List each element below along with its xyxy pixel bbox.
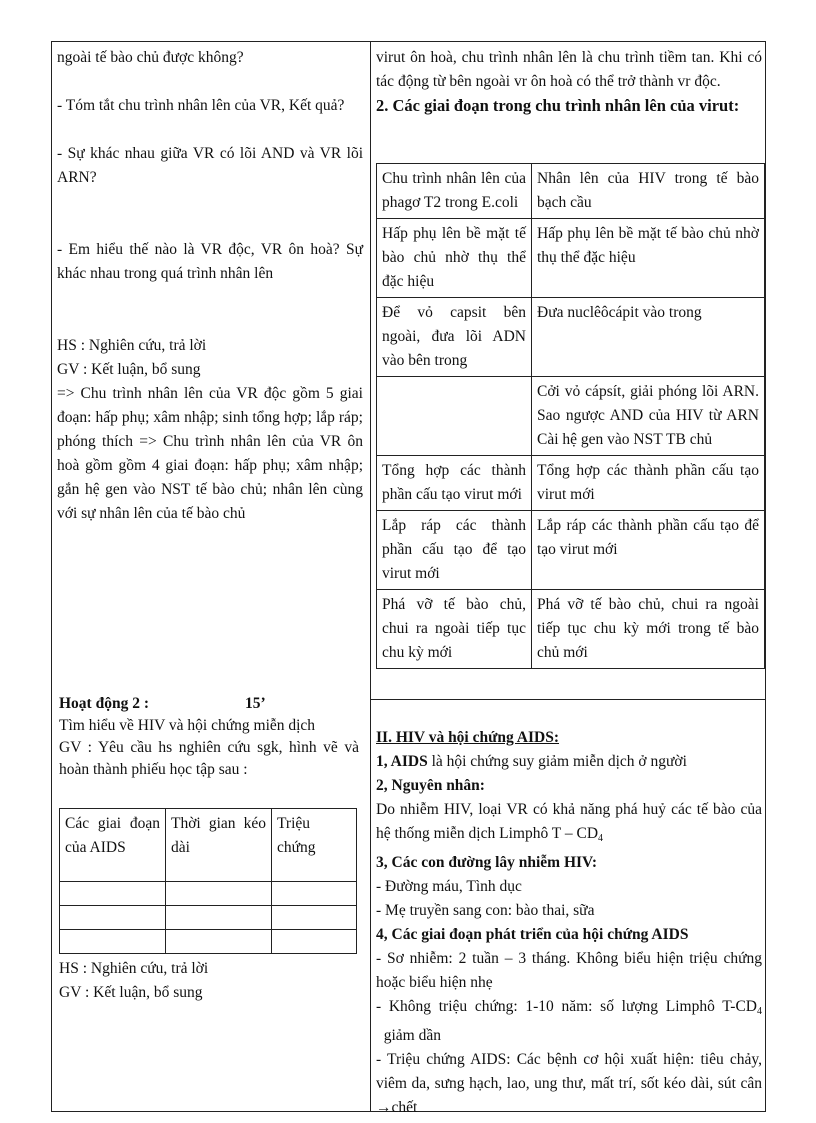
activity-title: Hoạt động 2 : 15’	[59, 695, 266, 712]
stage-asymptomatic: - Không triệu chứng: 1-10 năm: số lượng Limphô $T-CD_4$ giảm dần	[376, 998, 762, 1044]
activity-desc: Tìm hiểu về HIV và hội chứng miễn dịch	[59, 717, 316, 734]
aids-header-duration: Thời gian kéo dài	[166, 809, 272, 882]
activity-time: 15’	[245, 695, 266, 712]
section-ii-title: II. HIV và hội chứng AIDS:	[376, 729, 560, 746]
table-row	[377, 219, 765, 298]
stages-title: 4, Các giai đoạn phát triển của hội chứng AIDS	[376, 926, 689, 943]
activity-2-block	[59, 693, 359, 781]
transmission-a: - Đường máu, Tình dục	[376, 878, 522, 895]
section-ii	[376, 726, 762, 1120]
right-intro: virut ôn hoà, chu trình nhân lên là chu trình tiềm tan. Khi có tác động từ bên ngoài vr ôn hoà có thể trở thành vr độc.	[376, 49, 762, 90]
stage-cell: Cởi vỏ cápsít, giải phóng lõi ARN. Sao ngược AND của HIV từ ARN Cài hệ gen vào NST TB chủ	[532, 377, 765, 456]
question-1: ngoài tế bào chủ được không?	[57, 49, 244, 66]
table-row	[377, 511, 765, 590]
left-footer	[59, 957, 208, 1005]
aids-header-symptom: Triệu chứng	[272, 809, 357, 882]
question-2: - Tóm tắt chu trình nhân lên của VR, Kết quả?	[57, 97, 345, 114]
stage-cell: Hấp phụ lên bề mặt tế bào chủ nhờ thụ thể đặc hiệu	[532, 219, 765, 298]
stage-cell: Tổng hợp các thành phần cấu tạo virut mới	[377, 456, 532, 511]
stage-cell: Phá vỡ tế bào chủ, chui ra ngoài tiếp tục chu kỳ mới	[377, 590, 532, 669]
stage-cell: Để vỏ capsit bên ngoài, đưa lõi ADN vào bên trong	[377, 298, 532, 377]
stage-aids: - Triệu chứng AIDS: Các bệnh cơ hội xuất hiện: tiêu chảy, viêm da, sưng hạch, lao, ung thư, mất trí, sốt kéo dài, sút cân →chết	[376, 1051, 762, 1116]
table-row	[377, 456, 765, 511]
stage-cell: Đưa nuclêôcápit vào trong	[532, 298, 765, 377]
arrow-icon: →	[376, 1099, 392, 1116]
right-column	[376, 46, 762, 118]
stage-cell: Phá vỡ tế bào chủ, chui ra ngoài tiếp tục chu kỳ mới trong tế bào chủ mới	[532, 590, 765, 669]
question-3: - Sự khác nhau giữa VR có lõi AND và VR lõi ARN?	[57, 145, 363, 186]
hs-answer-2: HS : Nghiên cứu, trả lời	[59, 960, 209, 977]
stage-cell: Lắp ráp các thành phần cấu tạo để tạo virut mới	[532, 511, 765, 590]
gv-conclusion-2: GV : Kết luận, bổ sung	[59, 984, 203, 1001]
table-row	[377, 590, 765, 669]
gv-task: GV : Yêu cầu hs nghiên cứu sgk, hình vẽ và hoàn thành phiếu học tập sau :	[59, 739, 359, 778]
stage-cell: Nhân lên của HIV trong tế bào bạch cầu	[532, 164, 765, 219]
conclusion-text: => Chu trình nhân lên của VR độc gồm 5 giai đoạn: hấp phụ; xâm nhập; sinh tổng hợp; lắp ráp; phóng thích => Chu trình nhân lên của VR ôn hoà gồm gồm 4 giai đoạn: hấp phụ; xâm nhập; gắn hệ gen vào NST tế bào chủ; nhân lên cùng với sự nhân lên của tế bào chủ	[57, 385, 363, 522]
table-row	[377, 164, 765, 219]
stage-primary: - Sơ nhiễm: 2 tuần – 3 tháng. Không biểu hiện triệu chứng hoặc biểu hiện nhẹ	[376, 950, 762, 991]
table-row	[377, 377, 765, 456]
stage-cell	[377, 377, 532, 456]
stage-cell: Hấp phụ lên bề mặt tế bào chủ nhờ thụ thể đặc hiệu	[377, 219, 532, 298]
gv-conclusion-1: GV : Kết luận, bổ sung	[57, 361, 201, 378]
column-divider	[370, 41, 371, 1112]
section-2-title: 2. Các giai đoạn trong chu trình nhân lên của virut:	[376, 96, 740, 115]
table-row	[60, 906, 357, 930]
left-column	[57, 46, 363, 526]
stage-cell: Chu trình nhân lên của phagơ T2 trong E.coli	[377, 164, 532, 219]
aids-definition: 1, AIDS là hội chứng suy giảm miễn dịch ở người	[376, 753, 687, 770]
stage-cell: Lắp ráp các thành phần cấu tạo để tạo virut mới	[377, 511, 532, 590]
transmission-title: 3, Các con đường lây nhiễm HIV:	[376, 854, 597, 871]
right-section-separator	[370, 699, 766, 700]
stage-cell: Tổng hợp các thành phần cấu tạo virut mới	[532, 456, 765, 511]
table-row	[60, 882, 357, 906]
table-row	[60, 930, 357, 954]
transmission-b: - Mẹ truyền sang con: bào thai, sữa	[376, 902, 595, 919]
cause-text: Do nhiễm HIV, loại VR có khả năng phá huỷ các tế bào của hệ thống miễn dịch Limphô T – $CD_4$	[376, 801, 762, 844]
aids-header-stage: Các giai đoạn của AIDS	[60, 809, 166, 882]
table-row	[377, 298, 765, 377]
cause-title: 2, Nguyên nhân:	[376, 777, 485, 794]
aids-worksheet-table	[59, 808, 357, 954]
replication-stages-table	[376, 163, 765, 669]
question-4: - Em hiểu thế nào là VR độc, VR ôn hoà? Sự khác nhau trong quá trình nhân lên	[57, 241, 363, 282]
hs-answer-1: HS : Nghiên cứu, trả lời	[57, 337, 207, 354]
